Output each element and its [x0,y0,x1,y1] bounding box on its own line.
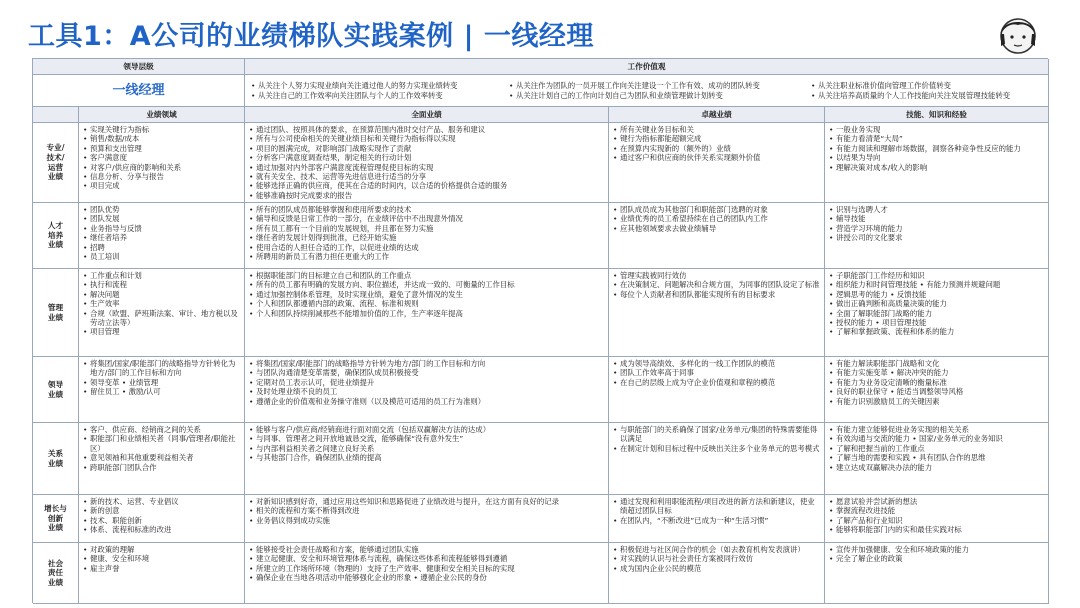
bullet-item: • 招聘 [83,243,240,252]
bullet-item: • 能够接受社会责任战略和方案，能够通过团队实施 [249,545,604,554]
excellent-performance-cell [609,123,825,203]
area-cell [79,495,245,543]
bullet-item: • 业绩优秀的员工希望持续在自己的团队内工作 [613,214,820,223]
row-label [33,543,79,604]
bullet-item: • 个人和团队都遵循内部的政策、流程、标准和规则 [249,299,604,308]
bullet-item: • 了解当地的需要和实践 • 具有团队合作的思维 [829,453,1044,462]
full-performance-cell [245,543,609,604]
full-performance-cell [245,123,609,203]
bullet-item: • 授权的能力 • 项目管理技能 [829,318,1044,327]
bullet-item: • 以结果为导向 [829,153,1044,162]
full-performance-cell [245,203,609,269]
bullet-item: • 所聘用的新员工有潜力担任更重大的工作 [249,252,604,261]
bullet-item: • 职能部门和业绩相关者（同事/管理者/职能社区） [83,434,240,453]
bullet-item: • 对政策的理解 [83,545,240,554]
row-label-text: 人才 培养 业绩 [47,221,64,250]
row-label-text: 管理 业绩 [47,302,64,322]
level-header: 领导层级 [33,59,245,75]
bullet-item: • 营造学习环境的能力 [829,224,1044,233]
bullet-item: • 确保企业在当地各项活动中能够强化企业的形象 • 遵循企业公民的身份 [249,573,604,582]
bullet-item: • 有能力实施变革 • 解决冲突的能力 [829,368,1044,377]
value-item: • 从关注职业标准价值向管理工作价值转变 [811,81,1043,90]
bullet-item: • 所有的团队成员都能够掌握和使用所要求的技术 [249,205,604,214]
bullet-item: • 一般业务实现 [829,125,1044,134]
bullet-item: • 每位个人贡献者和团队都能实现所有的目标要求 [613,290,820,299]
bullet-item: • 良好的职业保守 • 能适当调整领导风格 [829,387,1044,396]
bullet-item: • 与团队沟通清楚变革需要，确保团队成员积极接受 [249,368,604,377]
row-label [33,269,79,357]
value-item: • 从关注计划自己的工作向计划自己为团队和业绩管理做计划转变 [509,91,803,100]
area-cell [79,423,245,495]
bullet-item: • 成为领导高绩效、多样化的一线工作团队的模范 [613,359,820,368]
row-label [33,357,79,423]
work-values [245,75,1049,107]
bullet-item: • 工作重点和计划 [83,271,240,280]
bullet-item: • 建立达成双赢解决办法的能力 [829,463,1044,472]
bullet-item: • 逻辑思考的能力 • 反馈技能 [829,290,1044,299]
full-performance-cell [245,423,609,495]
bullet-item: • 跨职能部门团队合作 [83,463,240,472]
bullet-item: • 解决问题 [83,290,240,299]
row-label-text: 社会 责任 业绩 [47,558,64,587]
avatar-icon [996,12,1040,58]
bullet-item: • 使用合适的人担任合适的工作，以促进业绩的达成 [249,243,604,252]
bullet-item: • 信息分析、分享与报告 [83,172,240,181]
bullet-item: • 有能力阅读和理解市场数据，洞察各种竞争性反应的能力 [829,144,1044,153]
row-label [33,495,79,543]
bullet-item: • 有能力看清楚“大局” [829,134,1044,143]
bullet-item: • 实现关键行为指标 [83,125,240,134]
bullet-item: • 有能力识别激励员工的关键因素 [829,397,1044,406]
bullet-item: • 能够将职能部门内的实和最佳实践对标 [829,525,1044,534]
bullet-item: • 业务指导与反馈 [83,224,240,233]
bullet-item: • 项目完成 [83,181,240,190]
corner-header-cell [33,107,79,123]
bullet-item: • 客户、供应商、经销商之间的关系 [83,425,240,434]
excellent-performance-cell [609,269,825,357]
bullet-item: • 根据职能部门的目标建立自己和团队的工作重点 [249,271,604,280]
bullet-item: • 销售/数据/成本 [83,134,240,143]
bullet-item: • 完全了解企业的政策 [829,554,1044,563]
bullet-item: • 执行和流程 [83,280,240,289]
bullet-item: • 员工培训 [83,252,240,261]
column-header-skills: 技能、知识和经验 [825,107,1049,123]
bullet-item: • 体系、流程和标准的改进 [83,525,240,534]
bullet-item: • 定期对员工表示认可，促进业绩提升 [249,378,604,387]
bullet-item: • 与内部利益相关者之间建立良好关系 [249,444,604,453]
full-performance-cell [245,357,609,423]
bullet-item: • 团队成员成为其他部门和职能部门选聘的对象 [613,205,820,214]
bullet-item: • 将集团/国家/职能部门的战略指导方针转为地方/部门的工作目标和方向 [249,359,604,368]
skills-cell [825,123,1049,203]
bullet-item: • 讲授公司的文化要求 [829,233,1044,242]
row-label-text: 专业/ 技术/ 运营 业绩 [46,143,65,182]
bullet-item: • 项目的圆满完成，对影响部门战略实现作了贡献 [249,144,604,153]
bullet-item: • 积极促进与社区间合作的机会（如去教育机构发表演讲） [613,545,820,554]
value-item: • 从关注作为团队的一员开展工作向关注建设一个工作有效、成功的团队转变 [509,81,803,90]
bullet-item: • 能够选择正确的供应商，使其在合适的时间内，以合适的价格提供合适的服务 [249,181,604,190]
bullet-item: • 通过发现和利用职能流程/项目改进的新方法和新建议，使业绩超过团队目标 [613,497,820,516]
value-item: • 从关注培养高质量的个人工作技能向关注发展管理技能转变 [811,91,1043,100]
values-header: 工作价值观 [245,59,1049,75]
full-performance-cell [245,269,609,357]
bullet-item: • 理解决策对成本/收入的影响 [829,163,1044,172]
bullet-item: • 应其他领域要求去做业绩辅导 [613,224,820,233]
bullet-item: • 雇主声誉 [83,564,240,573]
row-label [33,203,79,269]
bullet-item: • 通过客户和供应商的伙伴关系实现额外价值 [613,153,820,162]
bullet-item: • 个人和团队持续削减那些不能增加价值的工作，生产率逐年提高 [249,309,604,318]
row-label [33,423,79,495]
bullet-item: • 就有关安全、技术、运营等先进信息进行适当的分享 [249,172,604,181]
bullet-item: • 通过加强对内外部客户满意度流程管理促使目标的实现 [249,163,604,172]
bullet-item: • 在团队内，“不断改进”已成为一种“生活习惯” [613,516,820,525]
bullet-item: • 健康、安全和环境 [83,554,240,563]
row-label-text: 关系 业绩 [47,448,64,468]
excellent-performance-cell [609,357,825,423]
bullet-item: • 辅导技能 [829,214,1044,223]
bullet-item: • 预算和支出管理 [83,144,240,153]
skills-cell [825,495,1049,543]
bullet-item: • 客户满意度 [83,153,240,162]
bullet-item: • 业务倡议得到成功实施 [249,516,604,525]
full-performance-cell [245,495,609,543]
area-cell [79,357,245,423]
bullet-item: • 所有的员工都有明确的发展方向、职位描述，并达成一致的、可衡量的工作目标 [249,280,604,289]
bullet-item: • 组织能力和时间管理技能 • 有能力预测并规避问题 [829,280,1044,289]
row-label-text: 增长与 创新 业绩 [44,504,67,533]
bullet-item: • 与同事、管理者之间开放地诚恳交流，能够确保“没有意外发生” [249,434,604,443]
bullet-item: • 意见领袖和其他重要利益相关者 [83,453,240,462]
bullet-item: • 遵循企业的价值观和业务操守准则（以及模范可适用的员工行为准则） [249,397,604,406]
bullet-item: • 能够准确按时完成要求的报告 [249,191,604,200]
bullet-item: • 及时处理业绩不良的员工 [249,387,604,396]
bullet-item: • 在预算内实现新的（额外的）业绩 [613,144,820,153]
bullet-item: • 做出正确判断和高质量决策的能力 [829,299,1044,308]
bullet-item: • 辅导和反馈是日常工作的一部分，在业绩评估中不出现意外情况 [249,214,604,223]
bullet-item: • 分析客户满意度调查结果，制定相关的行动计划 [249,153,604,162]
skills-cell [825,203,1049,269]
bullet-item: • 键行为指标都能超额完成 [613,134,820,143]
bullet-item: • 将集团/国家/职能部门的战略指导方针转化为地方/部门的工作目标和方向 [83,359,240,378]
bullet-item: • 宣传并加强健康、安全和环境政策的能力 [829,545,1044,554]
bullet-item: • 了解和把握当前的工作重点 [829,444,1044,453]
page-title: 工具1：A公司的业绩梯队实践案例 | 一线经理 [28,21,594,52]
bullet-item: • 在决策制定、问题解决和合规方面，为同事的团队设定了标准 [613,280,820,289]
area-cell [79,123,245,203]
bullet-item: • 建立起健康、安全和环境管理体系与流程，确保这些体系和流程能够得到遵循 [249,554,604,563]
bullet-item: • 所建立的工作场所环境（物理的）支持了生产效率、健康和安全相关目标的实现 [249,564,604,573]
bullet-item: • 在制定计划和目标过程中反映出关注多个业务单元的思考模式 [613,444,820,453]
bullet-item: • 所有员工都有一个目前的发展规划，并且都在努力实施 [249,224,604,233]
column-header-excellent: 卓越业绩 [609,107,825,123]
bullet-item: • 了解和掌握政策、流程和体系的能力 [829,327,1044,336]
bullet-item: • 通过加强控制体系管理，及时实现业绩，避免了意外情况的发生 [249,290,604,299]
bullet-item: • 有效沟通与交流的能力 • 国家/业务单元的业务知识 [829,434,1044,443]
bullet-item: • 对实践的认识与社会责任方案被同行效仿 [613,554,820,563]
bullet-item: • 项目管理 [83,327,240,336]
bullet-item: • 技术、职能创新 [83,516,240,525]
bullet-item: • 团队工作效率高于同事 [613,368,820,377]
excellent-performance-cell [609,423,825,495]
bullet-item: • 有能力解读职能部门战略和文化 [829,359,1044,368]
row-label-text: 领导 业绩 [47,379,64,399]
bullet-item: • 领导变革 • 业绩管理 [83,378,240,387]
area-cell [79,203,245,269]
column-header-area: 业绩领域 [79,107,245,123]
bullet-item: • 团队优势 [83,205,240,214]
bullet-item: • 相关的流程和方案不断得到改进 [249,506,604,515]
row-label [33,123,79,203]
bullet-item: • 子职能部门工作经历和知识 [829,271,1044,280]
bullet-item: • 新的创意 [83,506,240,515]
bullet-item: • 继任者的发展计划得到批准，已经开始实施 [249,233,604,242]
bullet-item: • 新的技术、运营、专业倡议 [83,497,240,506]
bullet-item: • 识别与选聘人才 [829,205,1044,214]
bullet-item: • 管理实践被同行效仿 [613,271,820,280]
value-item: • 从关注个人努力实现业绩向关注通过他人的努力实现业绩转变 [251,81,501,90]
excellent-performance-cell [609,203,825,269]
bullet-item: • 对客户/供应商的影响和关系 [83,163,240,172]
bullet-item: • 合规（欧盟、萨班斯法案、审计、地方税以及劳动立法等） [83,309,240,328]
bullet-item: • 在自己的层级上成为守企业价值观和章程的模范 [613,378,820,387]
bullet-item: • 对新知识感到好奇，通过应用这些知识和思路促进了业绩改进与提升，在这方面有良好的记录 [249,497,604,506]
skills-cell [825,269,1049,357]
skills-cell [825,357,1049,423]
bullet-item: • 成为国内企业公民的模范 [613,564,820,573]
value-item: • 从关注自己的工作效率向关注团队与个人的工作效率转变 [251,91,501,100]
excellent-performance-cell [609,495,825,543]
bullet-item: • 了解产品和行业知识 [829,516,1044,525]
bullet-item: • 继任者培养 [83,233,240,242]
excellent-performance-cell [609,543,825,604]
bullet-item: • 愿意试验并尝试新的想法 [829,497,1044,506]
bullet-item: • 有能力建立能够促进业务实现的相关关系 [829,425,1044,434]
bullet-item: • 留住员工 • 激励/认可 [83,387,240,396]
bullet-item: • 有能力为业务设定清晰的衡量标准 [829,378,1044,387]
bullet-item: • 团队发展 [83,214,240,223]
leadership-pipeline-table [32,58,1048,603]
bullet-item: • 与职能部门的关系确保了国家/业务单元/集团的特殊需要能得以满足 [613,425,820,444]
bullet-item: • 所有与公司使命相关的关键业绩目标和关键行为指标得以实现 [249,134,604,143]
area-cell [79,269,245,357]
bullet-item: • 生产效率 [83,299,240,308]
skills-cell [825,423,1049,495]
bullet-item: • 掌握流程改进技能 [829,506,1044,515]
level-name: 一线经理 [33,75,245,107]
bullet-item: • 与其他部门合作，确保团队业绩的提高 [249,453,604,462]
bullet-item: • 能够与客户/供应商/经销商进行面对面交流（包括双赢解决方法的达成） [249,425,604,434]
column-header-full: 全面业绩 [245,107,609,123]
bullet-item: • 通过团队、按照具体的要求，在预算范围内准时交付产品、服务和建议 [249,125,604,134]
skills-cell [825,543,1049,604]
bullet-item: • 所有关键业务目标和关 [613,125,820,134]
area-cell [79,543,245,604]
bullet-item: • 全面了解职能部门战略的能力 [829,309,1044,318]
